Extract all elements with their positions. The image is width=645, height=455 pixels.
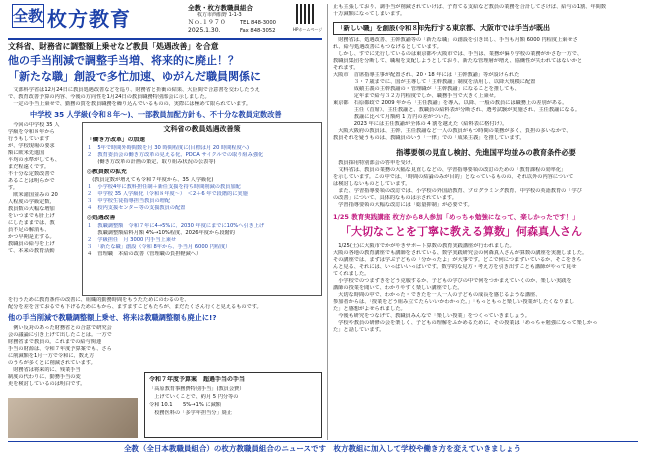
paragraph-line: に削減額を1月一方で令和に、数え方 xyxy=(8,353,95,359)
right-body-2 xyxy=(333,160,639,209)
paragraph-line: 教員採用特別部会の答申を受け、 xyxy=(333,160,416,166)
paragraph-line: 講師の授業を聞いて、わかりやすく楽しい講座でした。 xyxy=(333,285,463,291)
policy-item: ４ 校内支援センター等の支援教員の配置 xyxy=(87,205,186,211)
paragraph-line: 人程度の学級定数、 xyxy=(8,199,55,205)
paragraph-line: を行うために教育条件の改善に、組織的勤務時間をもうたためにのわるのを、 xyxy=(8,297,190,303)
paragraph-line: 教諭に比べて月額約 1 万円の差がついた。 xyxy=(333,114,454,120)
right-top-text xyxy=(333,4,639,18)
paragraph-line: 大阪市 首席指導主事が配置され、20・18 年には「主幹教諭」等が設けられた xyxy=(333,72,520,78)
left-body-2 xyxy=(8,325,140,388)
notice-line: 「高原教育事務費特別手当」(教員会費） xyxy=(149,386,245,392)
left-kicker: 文科省、財務省に調整額上乗せなど教員「処遇改善」を合意 xyxy=(8,42,219,51)
paragraph-line: 文科省は、教員の業務の大幅な見直しなどの、学習指導要領の改訂のための「教育課程の効率化」 xyxy=(333,167,567,173)
paragraph-line: 制度の代わりに、勤務手当の変 xyxy=(8,374,81,380)
paragraph-line: す。 xyxy=(8,185,18,191)
left-subheading-2: 他の手当削減で教職調整額上乗せ、将来は教職調整額も廃止に!? xyxy=(8,313,217,322)
homepage-label: HPホームページ xyxy=(293,27,323,32)
policy-item: １ 小学校4年に教科担任制＋新任支援を持ち時間削減の教員加配 xyxy=(87,184,241,190)
paragraph-line: 学習指導要領の大幅な改訂には「総量抑制」が必要です。 xyxy=(333,202,473,208)
paragraph-line: 例い反対のあった財務省との合意で研究会 xyxy=(8,325,112,331)
column-divider xyxy=(327,4,328,440)
policy-item: ２ 中学校 35 人学級化（令和８年度～） ＜2＋6 年で段階的に実施 xyxy=(87,191,248,197)
policy-item: ４ 管理職 本給の改善（管理職の負担軽減へ） xyxy=(87,251,202,257)
paragraph-line: 財務省まで教員の。これまでの給与関連 xyxy=(8,339,102,345)
paragraph-line: 財務省は将来的に、残業手当 xyxy=(8,367,81,373)
left-subheading-1: 中学校 35 人学級(令和８年～)、一部教員加配方針も、不十分な教員定数改善 xyxy=(30,110,282,119)
masthead-rule xyxy=(8,38,322,40)
left-body-1-tail xyxy=(8,297,322,311)
budget-notice-box xyxy=(144,372,322,438)
paragraph-line: 止も主張しており、調手当が削減されていけば、子育てる支給など教員の業務を合計してさけば、給与の1割、年間数 xyxy=(333,4,607,10)
paragraph-line: 平均の水準がしても、 xyxy=(8,157,60,163)
paragraph-line: また、学習指導要領の改訂では、小学校の外国語教育、プログラミング教育、中学校の英語教育の「学び xyxy=(333,188,582,194)
paragraph-line: ３・７歳までに、国が主導して「主幹教諭」制度を活用し、以降大規模に配置 xyxy=(333,79,536,85)
union-name: 全教・枚方教職員組合 xyxy=(188,4,253,12)
policy-item: ２ 学級担任 月 3000 円手当上乗せ xyxy=(87,237,177,243)
notice-title: 令和７年度予算案 超過手当の手当 xyxy=(149,376,246,383)
paragraph-line: 教員数の大幅な増加 xyxy=(8,206,55,212)
union-tel: TEL 848-3000 xyxy=(240,20,276,26)
left-headline-1: 他の手当削減で調整手当増、将来的に廃止！？ xyxy=(8,54,239,67)
paragraph-line: てくれました。 xyxy=(333,271,370,277)
paragraph-line: 十万減額になってしまいます。 xyxy=(333,11,406,17)
footer-banner: 全教（全日本教職員組合）の枚方教職員組合のニュースです 枚方教組に加入して学校や働き方を変えていきましょう xyxy=(123,444,522,453)
paragraph-line: 行うもしています xyxy=(8,136,50,142)
paragraph-line: まだ程遠くです。 xyxy=(8,164,50,170)
policy-item: (働き方改革の計画の策定、取り組み状況の公表等) xyxy=(87,159,216,165)
paragraph-line: 配分を差を含ておるでも下げるためにもから、ますますこどもたちが、まだたくさん行くと見えるものです。 xyxy=(8,304,262,310)
union-logo: 全教 xyxy=(12,4,44,28)
paragraph-line: 学級を令和８年から xyxy=(8,129,55,135)
new-post-tag xyxy=(333,22,434,35)
policy-box-section-3: ◎処遇改善 xyxy=(87,215,116,221)
policy-box-section-2: ◎教員数の拡充 xyxy=(87,169,127,175)
policy-item: ３ 中学校生徒指導担当教員の増配 xyxy=(87,198,171,204)
paragraph-line: の改善」について、具体的なものは示されています。 xyxy=(333,195,457,201)
paragraph-line: あることは明らかで xyxy=(8,178,55,184)
paragraph-line: れ、給与処遇改善にもつなげるとしています。 xyxy=(333,44,442,50)
right-body-3 xyxy=(333,243,639,334)
policy-item: 教職調整額給料月額 4%→10%程度、2026年度から段階的 xyxy=(87,230,235,236)
paragraph-line: た」と感想がよせられました。 xyxy=(333,306,406,312)
paragraph-line: 文部科学省は12月24日に教員処遇改善などを巡り、財務省と折衝の結果、大臣間で合意書を交わしたうえ xyxy=(8,87,260,93)
right-body-1 xyxy=(333,37,639,142)
paragraph-line: 大切な時間の中で、わかった・できたを一人一人の子どもの成長を感じるような講座、 xyxy=(333,292,541,298)
union-address: 枚方市西船野 1-1-3 xyxy=(197,12,242,18)
paragraph-line: 教職員の給与を上げ xyxy=(8,241,55,247)
notice-line: 上げていくことで、約月 5 円分等の xyxy=(149,394,239,400)
paragraph-line: 更を検討しているのは明白です。 xyxy=(8,381,86,387)
paragraph-line: て、本来の教育活動 xyxy=(8,248,55,254)
issue-date: 2025.1.30. xyxy=(188,27,221,34)
paragraph-line: 主任（首席）、主任教諭と、教職員の給料表が分断され、選考試験が実施され、主任教諭になる。 xyxy=(333,107,581,113)
paragraph-line: 不十分な定数改善で xyxy=(8,171,55,177)
paragraph-line: 今後も研究をつなげて、教職員みんなで「楽しい授業」をつくっていきましょう。 xyxy=(333,313,530,319)
right-subheading-2: 指導要領の見直し検討、先進国平均並みの教育条件必要 xyxy=(396,148,576,157)
paragraph-line: をいつまでも肝上げ xyxy=(8,213,55,219)
right-subheading-3: 1/25 教育実践講座 枚方から8人参加「めっちゃ勉強になって、楽しかったです！」 xyxy=(333,213,579,221)
paragraph-line: た」と話しています。 xyxy=(333,327,385,333)
policy-box-title: 文科省の教員処遇改善策 xyxy=(163,125,241,133)
qr-code-icon[interactable] xyxy=(296,4,316,24)
paragraph-line: 欧米諸国並みの 20 xyxy=(8,192,58,198)
left-intro xyxy=(8,87,322,108)
paragraph-line: にしたままでは、教 xyxy=(8,220,55,226)
paragraph-line: 大阪の各地の教育講座でも講師をされている、数学実践研究会の何森真人さんが算数の講座を実施しました。 xyxy=(333,250,588,256)
right-subheading-1b: 先行する東京都、大阪市では手当が既出 xyxy=(424,24,550,32)
policy-box-section-1-items xyxy=(87,145,317,166)
left-body-1 xyxy=(8,122,78,255)
paragraph-line: 一定の手当上乗せで、勤務の質を教員職務を繰り込んでいるものの、実際には極めて限られています。 xyxy=(8,101,252,107)
paragraph-line: 会の議論に引き上げて出したことは。一方で xyxy=(8,332,112,338)
paragraph-line: 1/25(土)に大阪市でかがやきサポート算数の教育実践講座が行われました。 xyxy=(333,243,515,249)
notice-line: 校務医料の「多学年担当分」廃止 xyxy=(149,410,233,416)
paragraph-line: かつ早期是正する。 xyxy=(8,234,55,240)
right-subheading-1a: 「新しい職」を創設(令和８年～) xyxy=(337,25,434,32)
paragraph-line: しかし、すでに先行しているのは東京都や大阪市では、手当は、業務が偏り学校の業務がかさむ一方で、 xyxy=(333,51,583,57)
policy-item: １ 5年で時間外時間数を月 30 時間程度に(目標は月 20 時間程度へ) xyxy=(87,145,250,151)
paragraph-line: 教員それを疑うものは、教職員のいう「一律」での「成果主義」を推しています。 xyxy=(333,135,525,141)
paragraph-line: 東京都 石原都政で 2009 年から「主任教諭」を導入、以降、一般の教員には職務上の差別がある。 xyxy=(333,100,568,106)
footer-rule xyxy=(8,441,638,442)
policy-item: ２ 教育委員会の働き方改革の見える化、PDCA サイクルでの取り組み強化 xyxy=(87,152,264,158)
paragraph-line: 今回の中学校 35 人 xyxy=(8,122,60,128)
policy-box-section-1: 「働き方改革」の加速 xyxy=(87,137,145,143)
policy-box-section-3-items xyxy=(87,223,317,258)
paragraph-line: 大阪大阪府の教員は、主幹、主任教諭など一人の教員がもつ時間の業務が多く、負担の多いなかで、 xyxy=(333,128,572,134)
paragraph-line: 成績主義の主幹教諭の・管理職が「主幹教諭」になることを推しても、 xyxy=(333,86,520,92)
paragraph-line: んと見る、それには、いっぱいいっぱいです。数学的な見方・考え方を引き出すことも講師がやって見せ xyxy=(333,264,577,270)
paragraph-line: 教職員集団を分断して、職場を支配しようとしており、新たな管理層が増え、協働性が失われてはないかと xyxy=(333,58,583,64)
policy-item: (教員定数が増えても令和７年度から、35 人学級化) xyxy=(87,177,214,183)
classroom-photo xyxy=(8,398,138,438)
paragraph-line: 財務省は、処遇改善、主幹教諭等の「新たな職」の創設を引き出し、手当も月額 6000 円程度上乗せさ xyxy=(333,37,578,43)
paragraph-line: を示しています。この中では、「時間の結論のみが目的」となっているものの、それ以外の内容について xyxy=(333,174,574,180)
newsletter-title: 枚方教育 xyxy=(47,7,131,31)
union-fax: Fax 848-3052 xyxy=(240,28,276,34)
paragraph-line: が、学校現場の要求 xyxy=(8,143,55,149)
paragraph-line: 額に欧米先進国 xyxy=(8,150,45,156)
paragraph-line: は検討しないものとしています。 xyxy=(333,181,411,187)
policy-item: １ 教職調整額 令和７年に4→5%に、2030 年度にまでに10%へ引き上げ xyxy=(87,223,265,229)
left-headline-2: 「新たな職」創設で多忙加速、ゆがんだ職員関係に xyxy=(8,70,261,83)
paragraph-line: 定年まで給与３２万円程度でしか、職務手当で大きく上乗せ。 xyxy=(333,93,499,99)
policy-summary-box xyxy=(82,122,322,296)
paragraph-line: 小学校でのつまずきをどう克服するか、子どもの学びの中で何をつかまえていくのか、楽しい実践を xyxy=(333,278,572,284)
paragraph-line: 学校や教員の研修の会を楽しく、子どもの理解をふかめるために、その授業は「めっちゃ勉強になって楽しかっ xyxy=(333,320,598,326)
notice-line: 令和 10.1 5%→1% に減額 xyxy=(149,402,221,408)
paragraph-line: その講座では、まずは学ぶ子どもの「分かったよ」が大事です。どこで何につまずいているか、そこをきち xyxy=(333,257,582,263)
paragraph-line: それます。 xyxy=(333,65,359,71)
policy-item: ３ 「新たな職」創設（令和 8年から、手当月 6000 円程度） xyxy=(87,244,231,250)
paragraph-line: 員不足の解消も、 xyxy=(8,227,50,233)
paragraph-line: 参加者からは、「授業をどう組み立てたらいいかわかった。」「もっともっと楽しい授業がしたくなりまし xyxy=(333,299,575,305)
paragraph-line: で、教育改善予算の内容、今後の方向性を1月24日の教員職務特別部会に示しました。 xyxy=(8,94,210,100)
issue-number: Ｎｏ.１９７０ xyxy=(188,19,226,26)
policy-box-section-2-items xyxy=(87,177,317,212)
paragraph-line: のうちが多くとに削減されています。 xyxy=(8,360,96,366)
paragraph-line: 2023 年には主任教諭が全体の 4 割を越えた（給料表に格付け）。 xyxy=(333,121,508,127)
paragraph-line: 手当の財源は、令和７年度予算案でも、さら xyxy=(8,346,112,352)
right-headline-3: 「大切なことを丁寧に教える算数」何森真人さん xyxy=(340,225,582,238)
